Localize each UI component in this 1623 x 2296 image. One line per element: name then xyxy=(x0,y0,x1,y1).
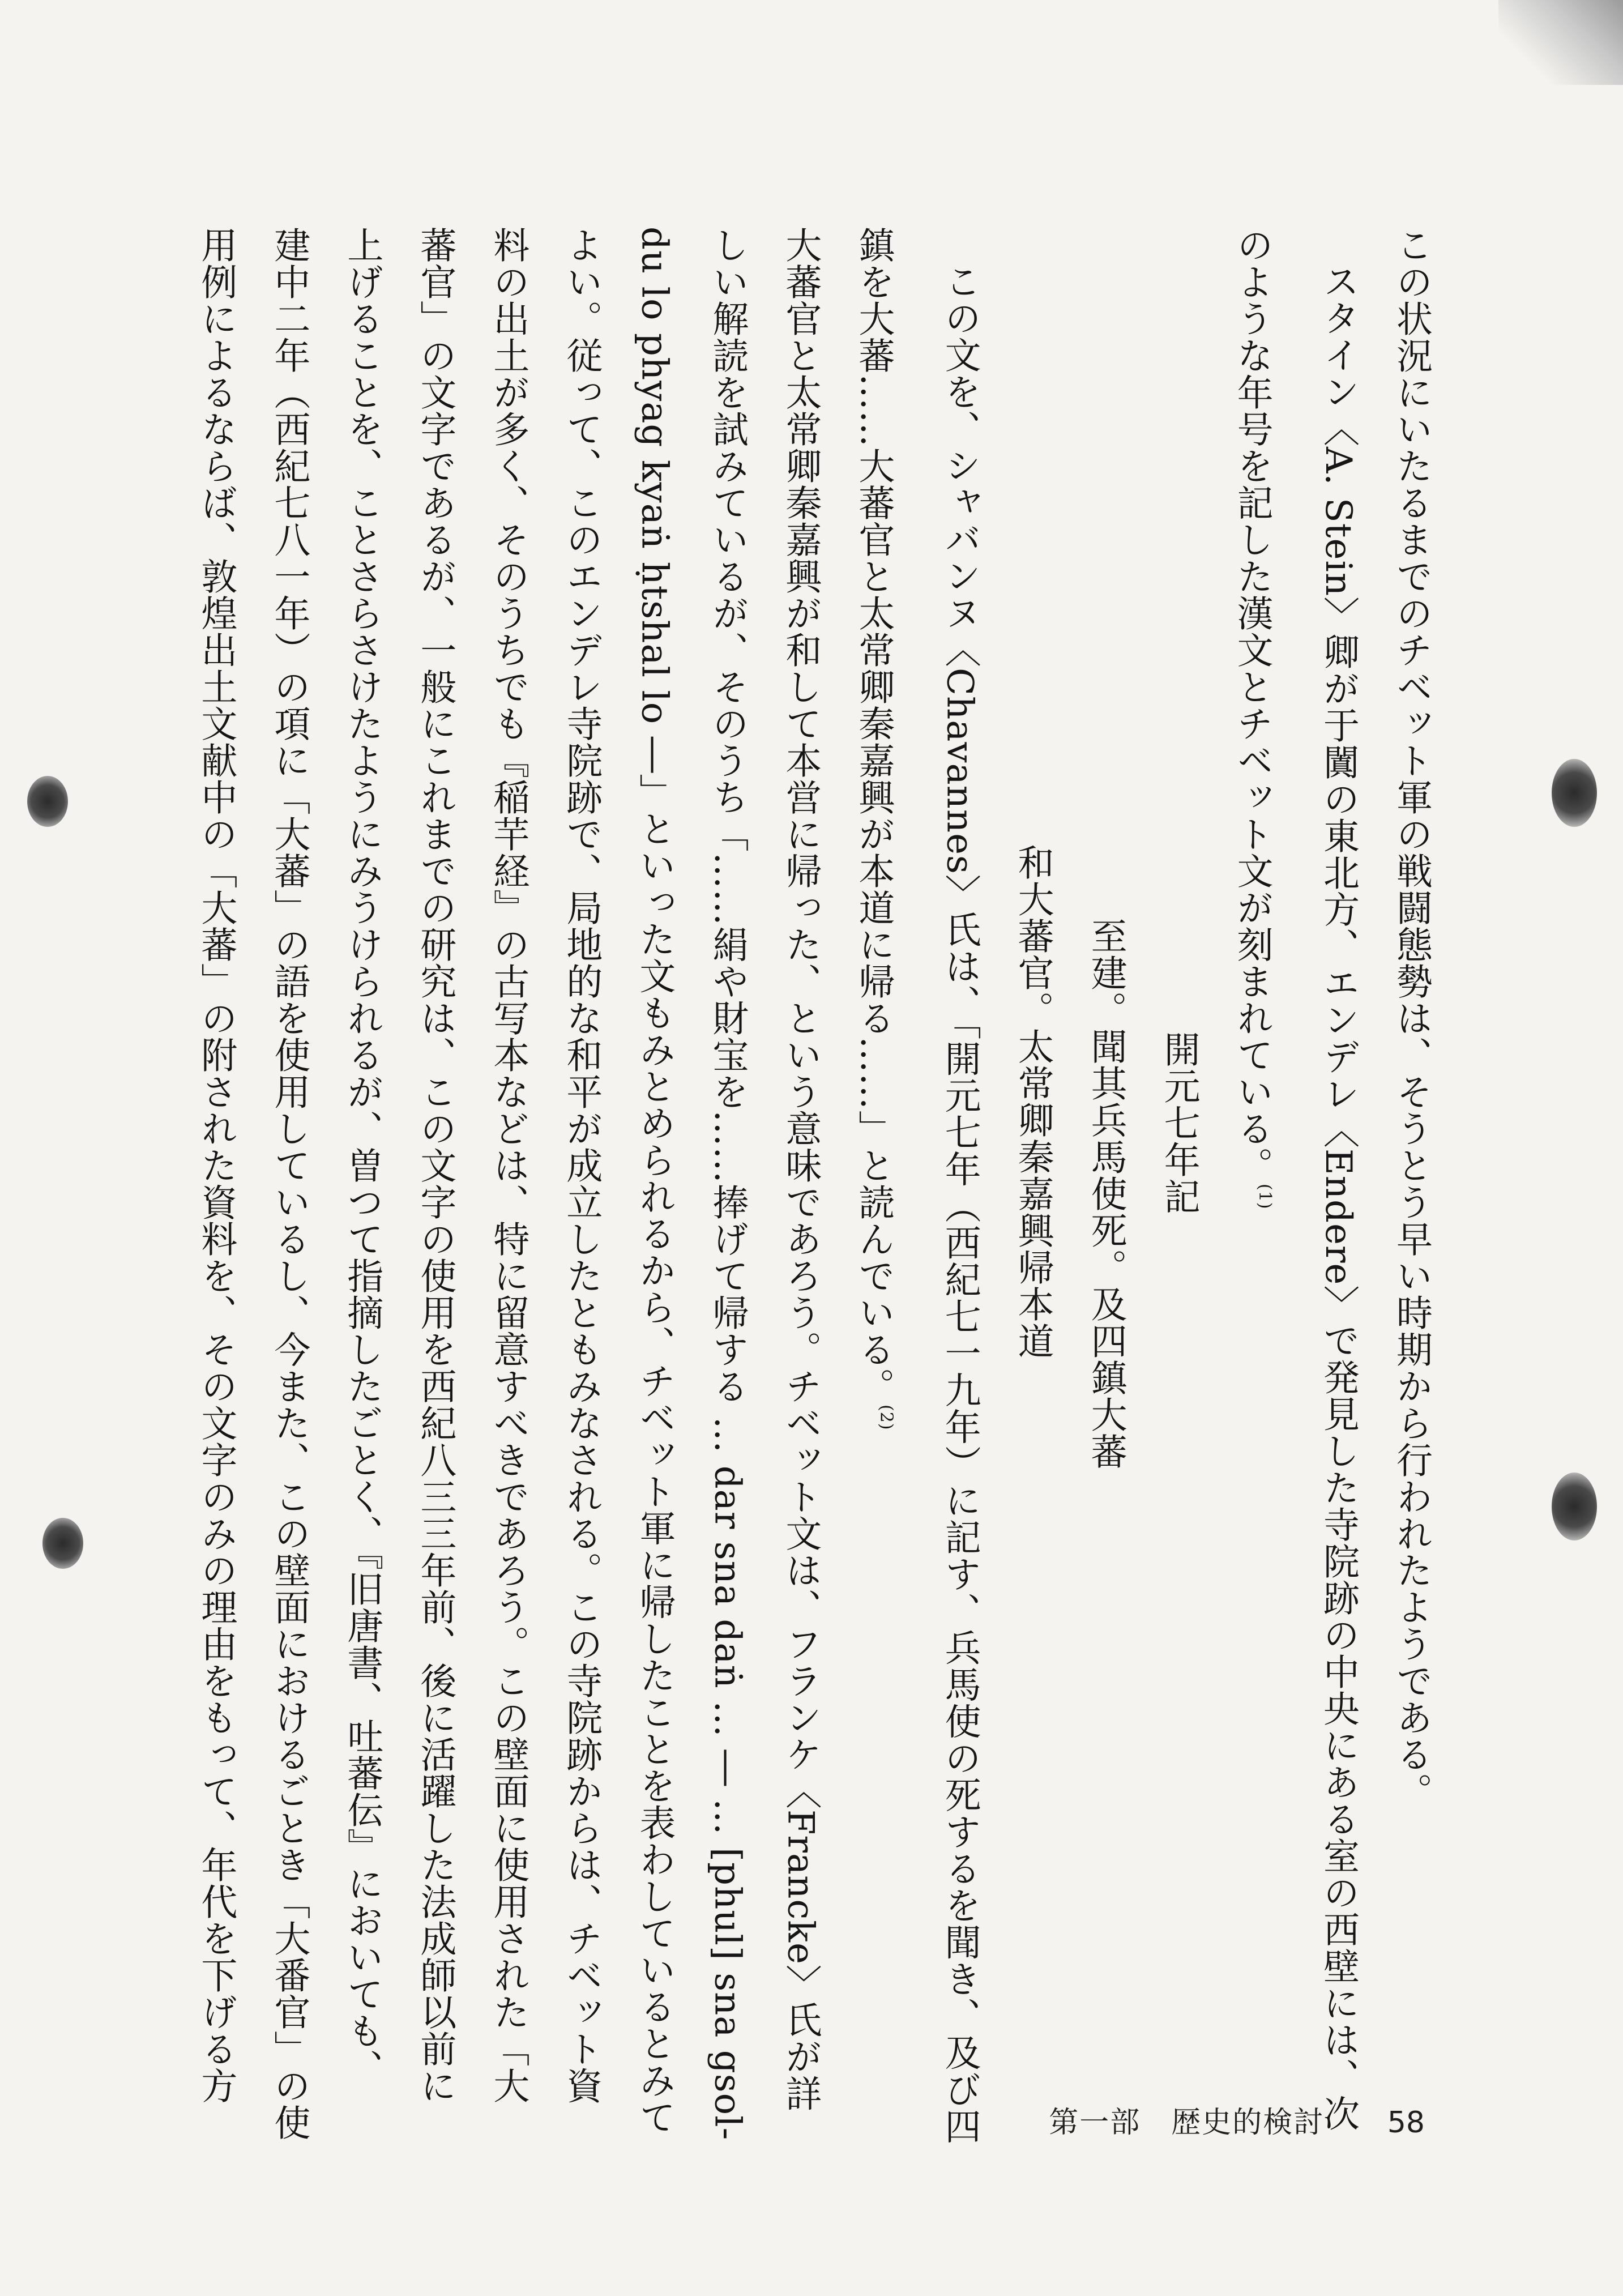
text-line: 料の出土が多く、そのうちでも『稲芉経』の古写本などは、特に留意すべきであろう。この壁面に使用された「大 xyxy=(487,227,529,2104)
text-line: この文を、シャバンヌ〈Chavannes〉氏は、「開元七年（西紀七一九年）に記す、兵馬使の死するを聞き、及び四 xyxy=(938,263,981,2145)
text-line: 大蕃官と太常卿秦嘉興が和して本営に帰った、という意味であろう。チベット文は、フランケ〈Francke〉氏が詳 xyxy=(779,227,822,2112)
text-line: 蕃官」の文字であるが、一般にこれまでの研究は、この文字の使用を西紀八三三年前、後に活躍した法成師以前に xyxy=(414,227,456,2104)
binding-hole-left-top xyxy=(27,776,68,827)
binding-hole-right-top xyxy=(1552,759,1597,827)
binding-hole-left-bottom xyxy=(42,1518,83,1569)
text-line: 建中二年（西紀七八一年）の項に「大蕃」の語を使用しているし、今また、この壁面におけるごとき「大番官」の使 xyxy=(268,227,310,2141)
quoted-inscription-line: 至建。聞其兵馬使死。及四鎮大蕃 xyxy=(1084,917,1127,1470)
footnote-ref: (1) xyxy=(1255,1184,1275,1210)
section-title: 第一部 歴史的検討 xyxy=(1049,2106,1325,2140)
scan-corner-shadow xyxy=(1498,0,1623,85)
page-footer xyxy=(1049,2098,1425,2141)
quoted-inscription-line: 開元七年記 xyxy=(1158,1031,1200,1215)
text-line: スタイン〈A. Stein〉卿が于闐の東北方、エンデレ〈Endere〉で発見した寺院跡の中央にある室の西壁には、次 xyxy=(1317,263,1359,2132)
text-line: 用例によるならば、敦煌出土文献中の「大蕃」の附された資料を、その文字のみの理由をもって、年代を下げる方 xyxy=(195,227,237,2104)
footnote-ref: (2) xyxy=(876,1405,896,1431)
text-line: しい解読を試みているが、そのうち「……絹や財宝を……捧げて帰する … dar sna daṅ … ― … [phul] sna gsol- xyxy=(706,227,749,2141)
text-line: du lo phyag kyaṅ ḥtshal lo ―」といった文もみとめられるから、チベット軍に帰したことを表わしているとみて xyxy=(633,227,676,2136)
text-line: この状況にいたるまでのチベット軍の戦闘態勢は、そうとう早い時期から行われたようである。 xyxy=(1390,227,1432,1810)
text-line: 鎮を大蕃……大蕃官と太常卿秦嘉興が本道に帰る……」と読んでいる。$^{(2)}$ xyxy=(852,227,896,1431)
page-number: 58 xyxy=(1387,2106,1425,2140)
text-line: のような年号を記した漢文とチベット文が刻まれている。$^{(1)}$ xyxy=(1231,227,1275,1210)
text-line: 上げることを、ことさらさけたようにみうけられるが、曽つて指摘したごとく、『旧唐書、吐蕃伝』においても、 xyxy=(341,227,383,2086)
quoted-inscription-line: 和大蕃官。太常卿秦嘉興帰本道 xyxy=(1011,844,1054,1359)
text-line: よい。従って、このエンデレ寺院跡で、局地的な和平が成立したともみなされる。この寺院跡からは、チベット資 xyxy=(560,227,603,2104)
binding-hole-right-bottom xyxy=(1552,1473,1597,1540)
